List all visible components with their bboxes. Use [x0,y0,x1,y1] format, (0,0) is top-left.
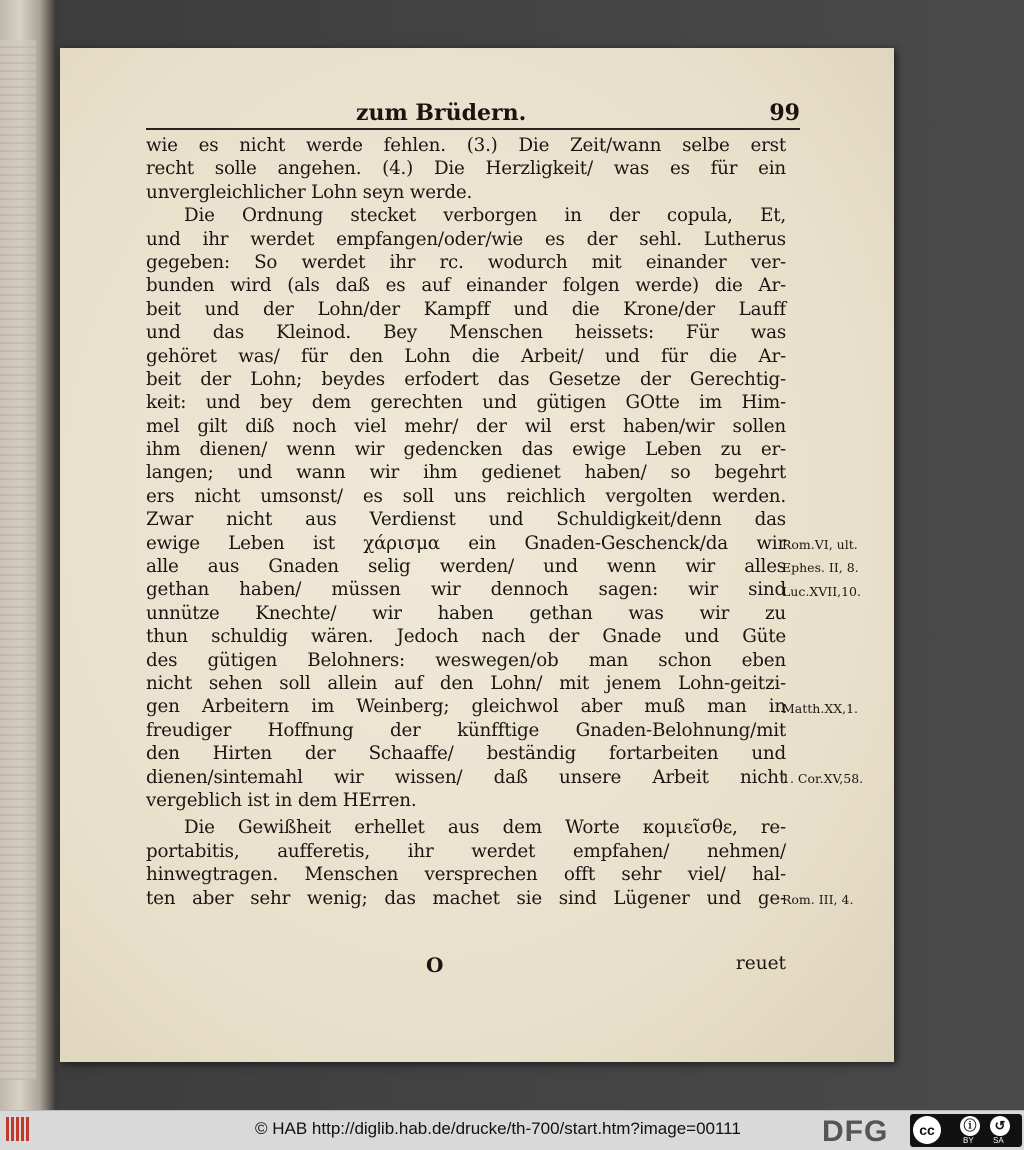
text-line: alle aus Gnaden selig werden/ und wenn wir alles [146,556,786,578]
text-line: Zwar nicht aus Verdienst und Schuldigkeit/denn das [146,509,786,531]
running-head: zum Brüdern. [356,100,527,126]
copyright-credit[interactable]: © HAB http://diglib.hab.de/drucke/th-700/start.htm?image=00111 [255,1119,741,1138]
text-line: bunden wird (als daß es auf einander folgen werde) die Ar- [146,275,786,297]
margin-note: Luc.XVII,10. [782,583,861,599]
attribution-icon: ⓘ [960,1116,980,1136]
margin-note: Rom.VI, ult. [782,536,858,552]
margin-note: Ephes. II, 8. [782,560,859,576]
text-line: portabitis, aufferetis, ihr werdet empfahen/ nehmen/ [146,840,786,862]
text-line: wie es nicht werde fehlen. (3.) Die Zeit/wann selbe erst [146,135,786,156]
header-rule [146,128,800,130]
viewer-footer [0,1110,1024,1150]
text-line: hinwegtragen. Menschen versprechen offt sehr viel/ hal- [146,864,786,886]
text-line: freudiger Hoffnung der künfftige Gnaden-Belohnung/mit [146,719,786,741]
text-line: beit der Lohn; beydes erfodert das Gesetze der Gerechtig- [146,368,786,390]
text-line: beit und der Lohn/der Kampff und die Krone/der Lauff [146,298,786,320]
text-line: unnütze Knechte/ wir haben gethan was wir zu [146,602,786,624]
dfg-logo: DFG [822,1115,889,1148]
adjacent-page-edge [0,0,56,1110]
page-number: 99 [769,100,800,126]
margin-note: Matth.XX,1. [782,700,859,716]
catchword: reuet [735,953,786,974]
body-text [146,134,786,910]
text-line: ers nicht umsonst/ es soll uns reichlich vergolten werden. [146,485,786,507]
signature-mark: O [426,953,444,977]
text-line: ewige Leben ist χάρισμα ein Gnaden-Geschenck/da wir [146,532,786,554]
text-line: keit: und bey dem gerechten und gütigen GOtte im Him- [146,392,786,414]
text-line: vergeblich ist in dem HErren. [146,789,417,811]
share-alike-icon: ↺ [990,1116,1010,1136]
text-line: gehöret was/ für den Lohn die Arbeit/ und für die Ar- [146,345,786,367]
cc-icon: cc [913,1116,941,1144]
text-line: recht solle angehen. (4.) Die Herzligkeit/ was es für ein [146,158,786,180]
text-line: nicht sehen soll allein auf den Lohn/ mit jenem Lohn-geitzi- [146,672,786,694]
text-line: gen Arbeitern im Weinberg; gleichwol aber muß man in [146,696,786,718]
catchword-row [146,953,786,977]
text-line: des gütigen Belohners: weswegen/ob man schon eben [146,649,786,671]
book-page [60,48,894,1062]
text-line: Die Ordnung stecket verborgen in der copula, Et, [184,205,786,227]
text-line: langen; und wann wir ihm gedienet haben/ so begehrt [146,462,786,484]
text-line: ihm dienen/ wenn wir gedencken das ewige Leben zu er- [146,439,786,461]
text-line: ten aber sehr wenig; das machet sie sind Lügener und ge- [146,887,786,909]
margin-note: 1. Cor.XV,58. [782,770,864,786]
text-line: den Hirten der Schaaffe/ beständig fortarbeiten und [146,743,786,765]
license-by-label: BY [963,1136,974,1145]
text-line: unvergleichlicher Lohn seyn werde. [146,181,473,203]
page-header [146,100,800,128]
text-line: und das Kleinod. Bey Menschen heissets: Für was [146,322,786,344]
text-line: gegeben: So werdet ihr rc. wodurch mit einander ver- [146,251,786,273]
text-line: gethan haben/ müssen wir dennoch sagen: wir sind [146,579,786,601]
text-line: thun schuldig wären. Jedoch nach der Gnade und Güte [146,626,786,648]
margin-note: Rom. III, 4. [782,891,854,907]
text-line: Die Gewißheit erhellet aus dem Worte κομιεῖσθε, re- [184,817,786,839]
text-line: dienen/sintemahl wir wissen/ daß unsere Arbeit nicht [146,766,786,788]
cc-license-badge[interactable] [910,1114,1022,1147]
text-line: und ihr werdet empfangen/oder/wie es der sehl. Lutherus [146,228,786,250]
license-sa-label: SA [993,1136,1004,1145]
text-line: mel gilt diß noch viel mehr/ der wil erst haben/wir sollen [146,415,786,437]
hab-logo-icon [6,1117,36,1145]
